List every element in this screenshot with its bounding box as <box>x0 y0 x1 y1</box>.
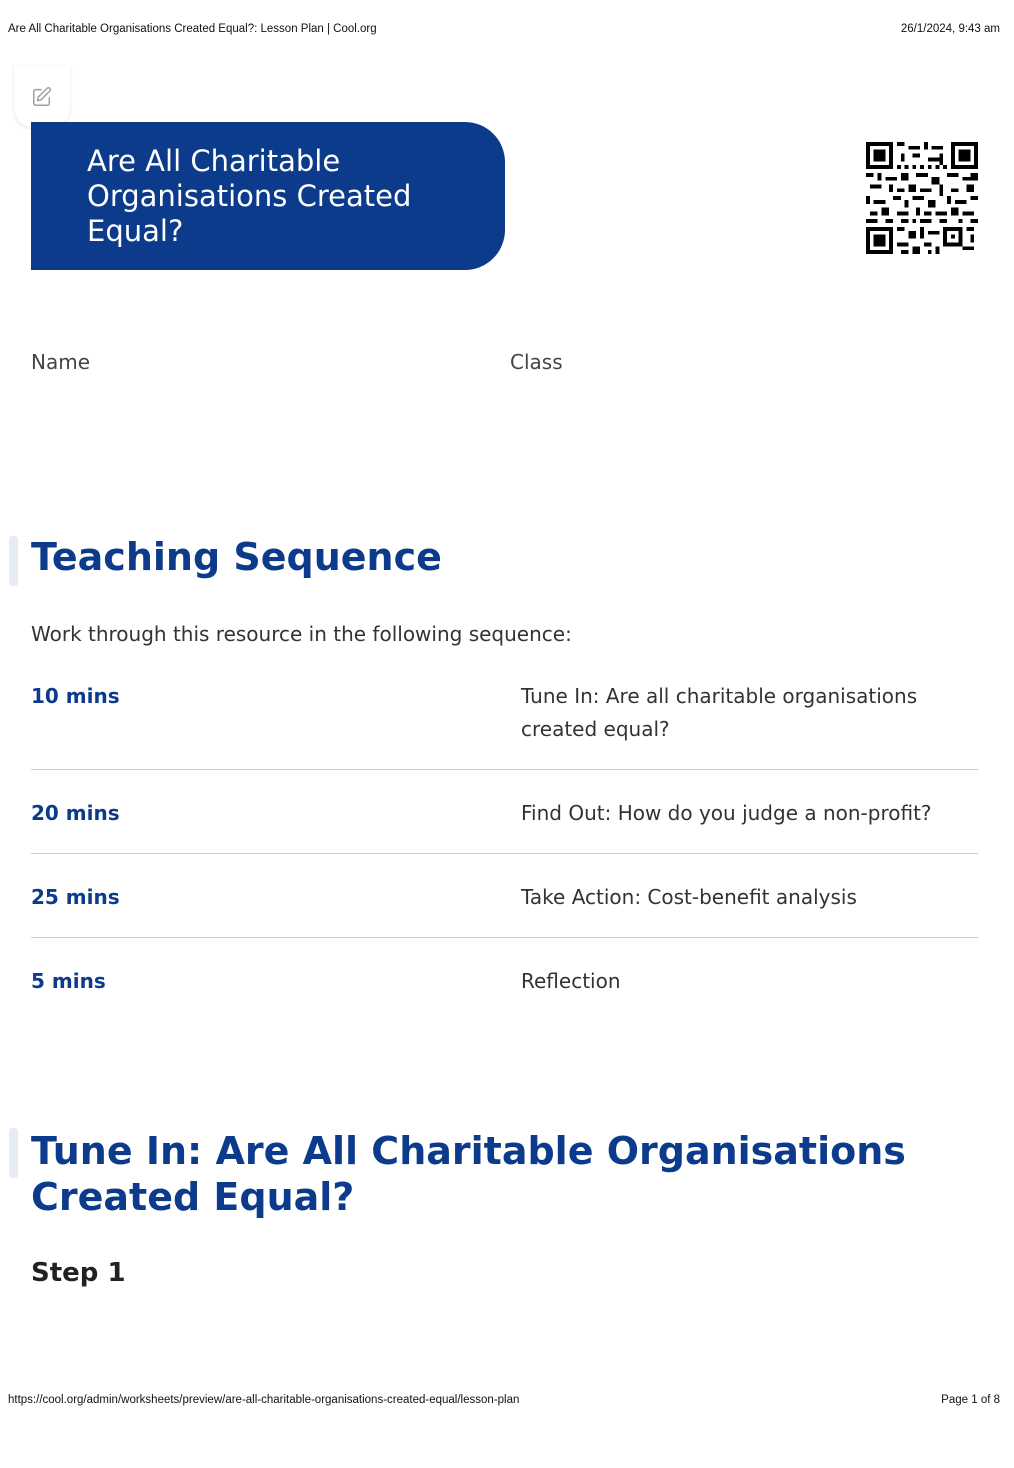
sequence-time: 10 mins <box>31 684 120 708</box>
print-timestamp: 26/1/2024, 9:43 am <box>900 23 1000 35</box>
section-marker <box>9 1128 18 1178</box>
sequence-activity: Tune In: Are all charitable organisations created equal? <box>521 684 918 741</box>
sequence-row <box>31 680 978 770</box>
edit-button[interactable] <box>14 66 70 128</box>
teaching-sequence-table <box>31 680 978 1048</box>
print-url: https://cool.org/admin/worksheets/preview/are-all-charitable-organisations-created-equal/lesson-plan <box>8 1394 520 1406</box>
print-page-title: Are All Charitable Organisations Created Equal?: Lesson Plan | Cool.org <box>8 23 377 35</box>
sequence-time: 5 mins <box>31 969 106 993</box>
sequence-time: 25 mins <box>31 885 120 909</box>
qr-code-icon <box>866 142 978 254</box>
name-field-label: Name <box>31 350 91 374</box>
sequence-row <box>31 881 978 938</box>
step-heading: Step 1 <box>31 1258 126 1288</box>
pencil-square-icon <box>31 86 53 108</box>
page-number: Page 1 of 8 <box>941 1394 1000 1406</box>
title-banner <box>31 122 505 270</box>
class-field-label: Class <box>510 350 563 374</box>
print-header <box>8 23 1000 35</box>
sequence-activity: Reflection <box>521 969 621 993</box>
sequence-activity: Take Action: Cost-benefit analysis <box>521 885 857 909</box>
teaching-sequence-heading: Teaching Sequence <box>31 535 442 579</box>
sequence-row <box>31 797 978 854</box>
worksheet-title: Are All Charitable Organisations Created Equal? <box>87 144 412 248</box>
tune-in-heading: Tune In: Are All Charitable Organisations Created Equal? <box>31 1129 906 1219</box>
sequence-row <box>31 965 978 1021</box>
sequence-activity: Find Out: How do you judge a non-profit? <box>521 801 932 825</box>
print-footer <box>8 1394 1000 1406</box>
sequence-intro: Work through this resource in the following sequence: <box>31 622 572 646</box>
section-marker <box>9 536 18 586</box>
sequence-time: 20 mins <box>31 801 120 825</box>
